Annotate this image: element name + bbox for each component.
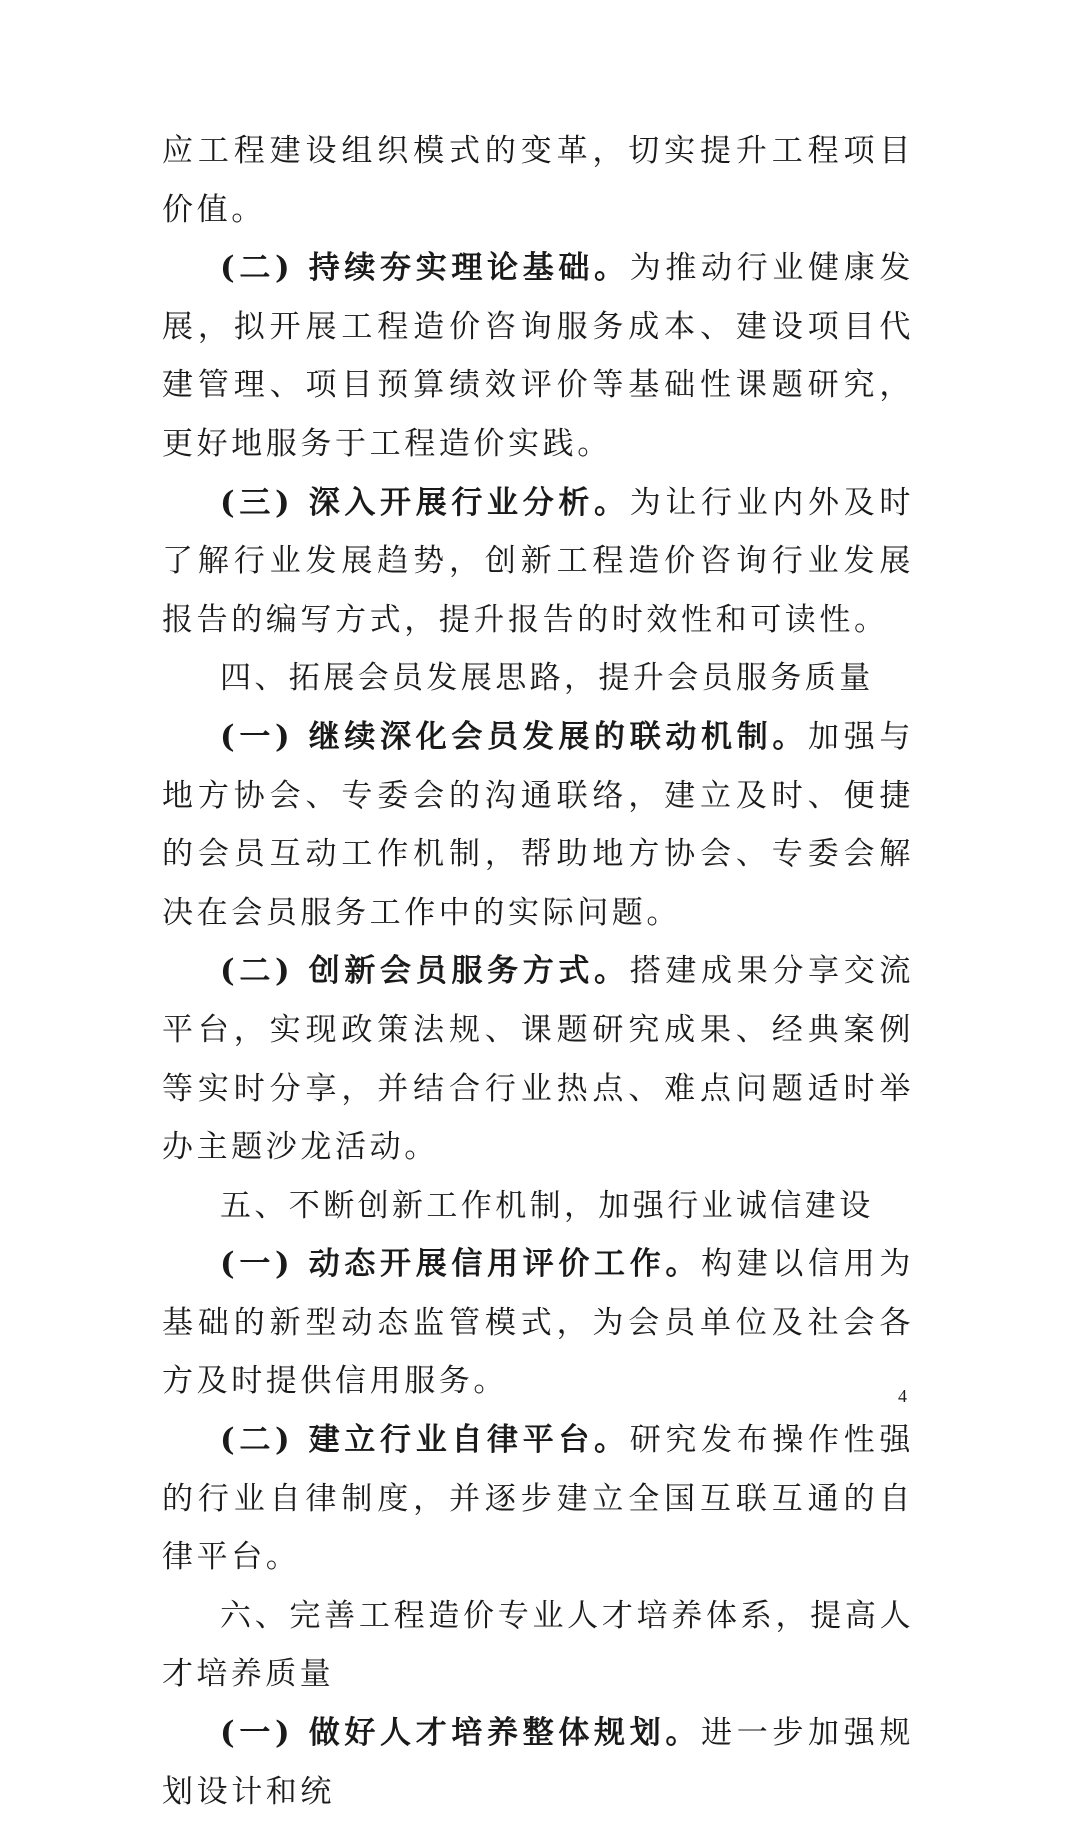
paragraph-3-text: 为让行业内外及时了解行业发展趋势，创新工程造价咨询行业发展报告的编写方式，提升报告的时效性和可读性。 — [162, 484, 914, 638]
document-body — [162, 122, 914, 1821]
paragraph-9 — [162, 1411, 914, 1587]
section-heading-5-text: 五、不断创新工作机制，加强行业诚信建设 — [220, 1187, 874, 1224]
paragraph-5-lead: (一) 继续深化会员发展的联动机制。 — [220, 718, 809, 755]
paragraph-6-text: 搭建成果分享交流平台，实现政策法规、课题研究成果、经典案例等实时分享，并结合行业热点、难点问题适时举办主题沙龙活动。 — [162, 953, 914, 1166]
paragraph-11 — [162, 1704, 914, 1821]
section-heading-6-text: 六、完善工程造价专业人才培养体系，提高人才培养质量 — [162, 1597, 914, 1693]
paragraph-2 — [162, 239, 914, 473]
section-heading-4 — [162, 649, 914, 708]
paragraph-8-lead: (一) 动态开展信用评价工作。 — [220, 1246, 702, 1283]
paragraph-11-lead: (一) 做好人才培养整体规划。 — [220, 1715, 702, 1752]
section-heading-5 — [162, 1177, 914, 1236]
page-number: 4 — [898, 1386, 907, 1406]
paragraph-9-text: 研究发布操作性强的行业自律制度，并逐步建立全国互联互通的自律平台。 — [162, 1422, 914, 1576]
paragraph-11-text: 进一步加强规划设计和统 — [162, 1715, 914, 1810]
section-heading-6 — [162, 1587, 914, 1704]
paragraph-1-text: 应工程建设组织模式的变革，切实提升工程项目价值。 — [162, 133, 914, 228]
paragraph-8-text: 构建以信用为基础的新型动态监管模式，为会员单位及社会各方及时提供信用服务。 — [162, 1246, 914, 1400]
paragraph-1 — [162, 122, 914, 239]
paragraph-3 — [162, 474, 914, 650]
paragraph-6 — [162, 942, 914, 1176]
paragraph-3-lead: (三) 深入开展行业分析。 — [220, 484, 630, 521]
paragraph-5-text: 加强与地方协会、专委会的沟通联络，建立及时、便捷的会员互动工作机制，帮助地方协会、专委会解决在会员服务工作中的实际问题。 — [162, 718, 914, 931]
paragraph-6-lead: (二) 创新会员服务方式。 — [220, 953, 630, 990]
paragraph-9-lead: (二) 建立行业自律平台。 — [220, 1422, 630, 1459]
section-heading-4-text: 四、拓展会员发展思路，提升会员服务质量 — [220, 660, 874, 697]
paragraph-2-text: 为推动行业健康发展，拟开展工程造价咨询服务成本、建设项目代建管理、项目预算绩效评价等基础性课题研究，更好地服务于工程造价实践。 — [162, 250, 914, 462]
paragraph-8 — [162, 1235, 914, 1411]
paragraph-2-lead: (二) 持续夯实理论基础。 — [220, 250, 630, 287]
paragraph-5 — [162, 708, 914, 942]
